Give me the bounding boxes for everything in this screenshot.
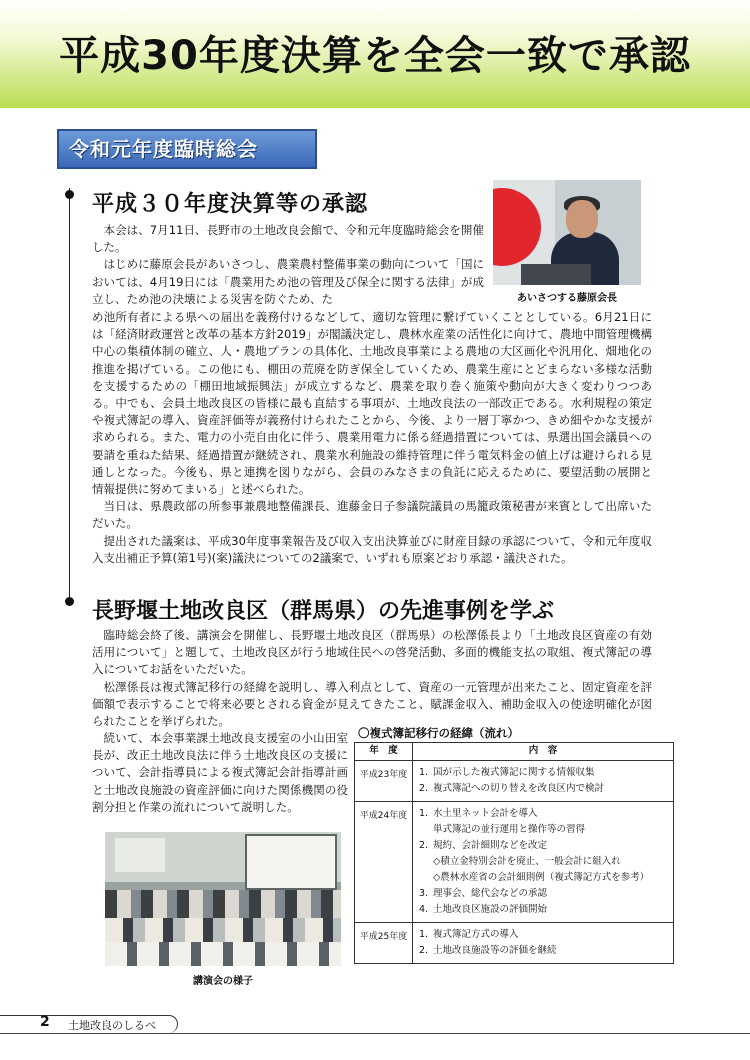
table-item-number: 1. bbox=[419, 767, 429, 778]
table-item-number: 3. bbox=[419, 888, 429, 899]
table-row bbox=[355, 761, 674, 802]
table-item-text: ◇積立金特別会計を廃止、一般会計に組入れ bbox=[433, 856, 621, 867]
table-item bbox=[419, 927, 667, 943]
table-cell-content bbox=[413, 761, 674, 802]
article2-para2: 松澤係長は複式簿記移行の経緯を説明し、導入利点として、資産の一元管理が出来たこと、固定資産を評価額で表示することで将来必要とされる資金が見えてきたこと、賦課金収入、補助金収入の使途明確化が図られたことを挙げられた。 bbox=[92, 679, 652, 729]
article2-para1: 臨時総会終了後、講演会を開催し、長野堰土地改良区（群馬県）の松澤係長より「土地改良区資産の有効活用について」と題して、土地改良区が行う地域住民への啓発活動、多面的機能支払の取組、複式簿記の導入についてお話をいただいた。 bbox=[92, 628, 652, 677]
article1-para2-head: はじめに藤原会長があいさつし、農業農村整備事業の動向について「国においては、4月19日には「農業用ため池の管理及び保全に関する法律」が成立し、ため池の決壊による災害を防ぐため、た bbox=[92, 257, 484, 306]
table-cell-content bbox=[413, 923, 674, 964]
table-item-number: 1. bbox=[419, 929, 429, 940]
table-cell-year: 平成24年度 bbox=[355, 802, 413, 923]
table-item-text: 理事会、総代会などの承認 bbox=[433, 888, 548, 899]
transition-table bbox=[354, 742, 674, 964]
lecture-photo-caption: 講演会の様子 bbox=[193, 976, 253, 987]
table-item bbox=[419, 838, 667, 854]
table-row bbox=[355, 802, 674, 923]
table-item-text: 複式簿記への切り替えを改良区内で検討 bbox=[433, 783, 605, 794]
article2-body bbox=[92, 730, 348, 816]
article2-para3: 続いて、本会事業課土地改良支援室の小山田室長が、改正土地改良法に伴う土地改良区の支援について、会計指導員による複式簿記会計指導計画と土地改良施設の資産評価に向けた関係機関の役割分担と作業の流れについて説明した。 bbox=[92, 731, 348, 814]
table-cell-content bbox=[413, 802, 674, 923]
lecture-photo bbox=[105, 832, 341, 966]
table-item-text: 土地改良区施設の評価開始 bbox=[433, 904, 548, 915]
table-cell-year: 平成23年度 bbox=[355, 761, 413, 802]
table-item-text: 複式簿記方式の導入 bbox=[433, 929, 519, 940]
table-header-content: 内 容 bbox=[413, 743, 674, 761]
article2-intro bbox=[92, 627, 652, 730]
table-cell-year: 平成25年度 bbox=[355, 923, 413, 964]
table-row bbox=[355, 923, 674, 964]
article1-para4: 提出された議案は、平成30年度事業報告及び収入支出決算並びに財産目録の承認について、令和元年度収入支出補正予算(第1号)(案)議決についての2議案で、いずれも原案どおり承認・議決された。 bbox=[92, 533, 652, 565]
table-item-text: 水土里ネット会計を導入 bbox=[433, 808, 538, 819]
table-item-text: 単式簿記の並行運用と操作等の習得 bbox=[433, 824, 586, 835]
table-item bbox=[419, 870, 667, 886]
table-item bbox=[419, 943, 667, 959]
article1-intro bbox=[92, 222, 484, 308]
section-rule bbox=[69, 188, 70, 603]
table-item-text: 土地改良施設等の評価を継続 bbox=[433, 945, 557, 956]
article2-heading: 長野堰土地改良区（群馬県）の先進事例を学ぶ bbox=[92, 598, 555, 624]
table-item bbox=[419, 902, 667, 918]
article1-heading: 平成３０年度決算等の承認 bbox=[92, 191, 369, 217]
speaker-photo-caption: あいさつする藤原会長 bbox=[517, 293, 617, 304]
table-item-number: 2. bbox=[419, 840, 429, 851]
table-item bbox=[419, 854, 667, 870]
article1-body bbox=[92, 309, 652, 567]
article1-para1: 本会は、7月11日、長野市の土地改良会館で、令和元年度臨時総会を開催した。 bbox=[92, 223, 484, 255]
section-badge: 令和元年度臨時総会 bbox=[57, 129, 317, 169]
speaker-photo bbox=[493, 180, 641, 285]
page-title: 平成30年度決算を全会一致で承認 bbox=[59, 33, 691, 79]
table-item-number: 2. bbox=[419, 945, 429, 956]
table-item-number: 1. bbox=[419, 808, 429, 819]
bullet-dot bbox=[65, 597, 74, 606]
publication-name: 土地改良のしるべ bbox=[68, 1019, 156, 1032]
table-title: 〇複式簿記移行の経緯（流れ） bbox=[358, 726, 519, 740]
article1-para3: 当日は、県農政部の所参事兼農地整備課長、進藤金日子参議院議員の馬籠政策秘書が来賓として出席いただいた。 bbox=[92, 499, 652, 531]
footer-rule bbox=[0, 1033, 750, 1034]
table-item bbox=[419, 806, 667, 822]
table-item bbox=[419, 822, 667, 838]
table-item-text: ◇農林水産省の会計細則例（複式簿記方式を参考） bbox=[433, 872, 650, 883]
table-item-text: 規約、会計細則などを改定 bbox=[433, 840, 548, 851]
table-item-number: 4. bbox=[419, 904, 429, 915]
table-item-number: 2. bbox=[419, 783, 429, 794]
article1-para2-cont: め池所有者による県への届出を義務付けるなどして、適切な管理に繋げていくこととしている。6月21日には「経済財政運営と改革の基本方針2019」が閣議決定し、農林水産業の活性化に向けて、農地中間管理機構中心の集積体制の確立、人・農地プランの具体化、土地改良事業による農地の大区画化や汎用化、畑地化の推進を掲げている。この他にも、棚田の荒廃を防ぎ保全していくため、農業生産にとどまらない多様な活動を支援するための「棚田地域振興法」が成立するなど、農業を取り巻く施策や動向が大きく変わりつつある。中でも、会員土地改良区の皆様に最も直結する事項が、土地改良法の一部改正である。水利規程の策定や複式簿記の導入、資産評価等が義務付けられたことから、今後、より一層丁寧かつ、きめ細やかな支援が求められる。また、電力の小売自由化に伴う、農業用電力に係る経過措置については、県選出国会議員への要請を重ねた結果、経過措置が継続され、農業水利施設の維持管理に伴う電気料金の値上げは避けられる見通しとなった。今後も、県と連携を図りながら、会員のみなさまの負託に応えるために、要望活動の展開と情報提供に努めてまいる」と述べられた。 bbox=[92, 310, 652, 497]
table-item bbox=[419, 765, 667, 781]
page-number: 2 bbox=[40, 1014, 50, 1030]
table-item bbox=[419, 886, 667, 902]
table-item-text: 国が示した複式簿記に関する情報収集 bbox=[433, 767, 595, 778]
table-item bbox=[419, 781, 667, 797]
table-header-year: 年 度 bbox=[355, 743, 413, 761]
bullet-dot bbox=[65, 190, 74, 199]
